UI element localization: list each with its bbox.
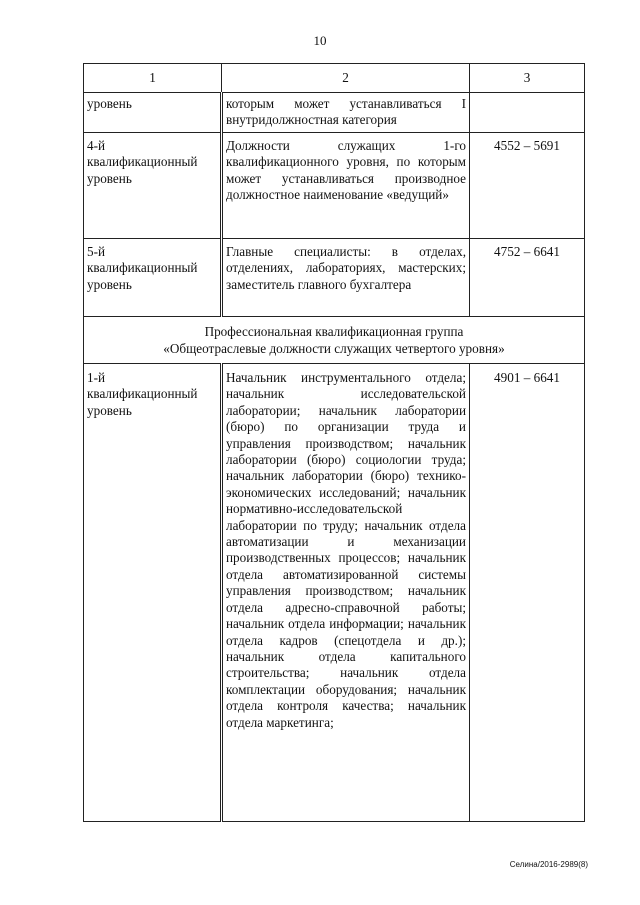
salary-range: 4901 – 6641	[470, 364, 585, 822]
group-heading	[84, 317, 585, 364]
qualification-table	[83, 63, 585, 822]
document-footer-code: Селина/2016-2989(8)	[509, 860, 588, 869]
position-description: которым может устанавливаться I внутридолжностная категория	[222, 93, 470, 133]
header-col-1: 1	[84, 64, 222, 93]
position-description: Начальник инструментального отдела; начальник исследовательской лаборатории; начальник лаборатории (бюро) по организации труда и управления производством; начальник лаборатории (бюро) социологии труда; начальник лаборатории (бюро) технико-экономических исследований; начальник нормативно-исследовательской лаборатории по труду; начальник отдела автоматизации и механизации производственных процессов; начальник отдела автоматизированной системы управления производством; начальник отдела адресно-справочной работы; начальник отдела информации; начальник отдела кадров (спецотдела и др.); начальник отдела капитального строительства; начальник отдела комплектации оборудования; начальник отдела контроля качества; начальник отдела маркетинга;	[222, 364, 470, 822]
header-col-3: 3	[470, 64, 585, 93]
position-description: Должности служащих 1-го квалификационного уровня, по которым может устанавливаться производное должностное наименование «ведущий»	[222, 133, 470, 239]
group-heading-row	[84, 317, 585, 364]
page-number: 10	[313, 33, 327, 48]
header-col-2: 2	[222, 64, 470, 93]
position-description: Главные специалисты: в отделах, отделениях, лабораториях, мастерских; заместитель главного бухгалтера	[222, 239, 470, 317]
group-heading-line2: «Общеотраслевые должности служащих четвертого уровня»	[163, 341, 505, 356]
table-row	[84, 239, 585, 317]
group-heading-line1: Профессиональная квалификационная группа	[204, 324, 464, 339]
qualification-level: 5-й квалификационный уровень	[84, 239, 222, 317]
qualification-level: 4-й квалификационный уровень	[84, 133, 222, 239]
qualification-level: уровень	[84, 93, 222, 133]
table-row	[84, 133, 585, 239]
salary-range	[470, 93, 585, 133]
table-row	[84, 364, 585, 822]
qualification-level: 1-й квалификационный уровень	[84, 364, 222, 822]
salary-range: 4552 – 5691	[470, 133, 585, 239]
table-header-row	[84, 64, 585, 93]
table-row	[84, 93, 585, 133]
salary-range: 4752 – 6641	[470, 239, 585, 317]
